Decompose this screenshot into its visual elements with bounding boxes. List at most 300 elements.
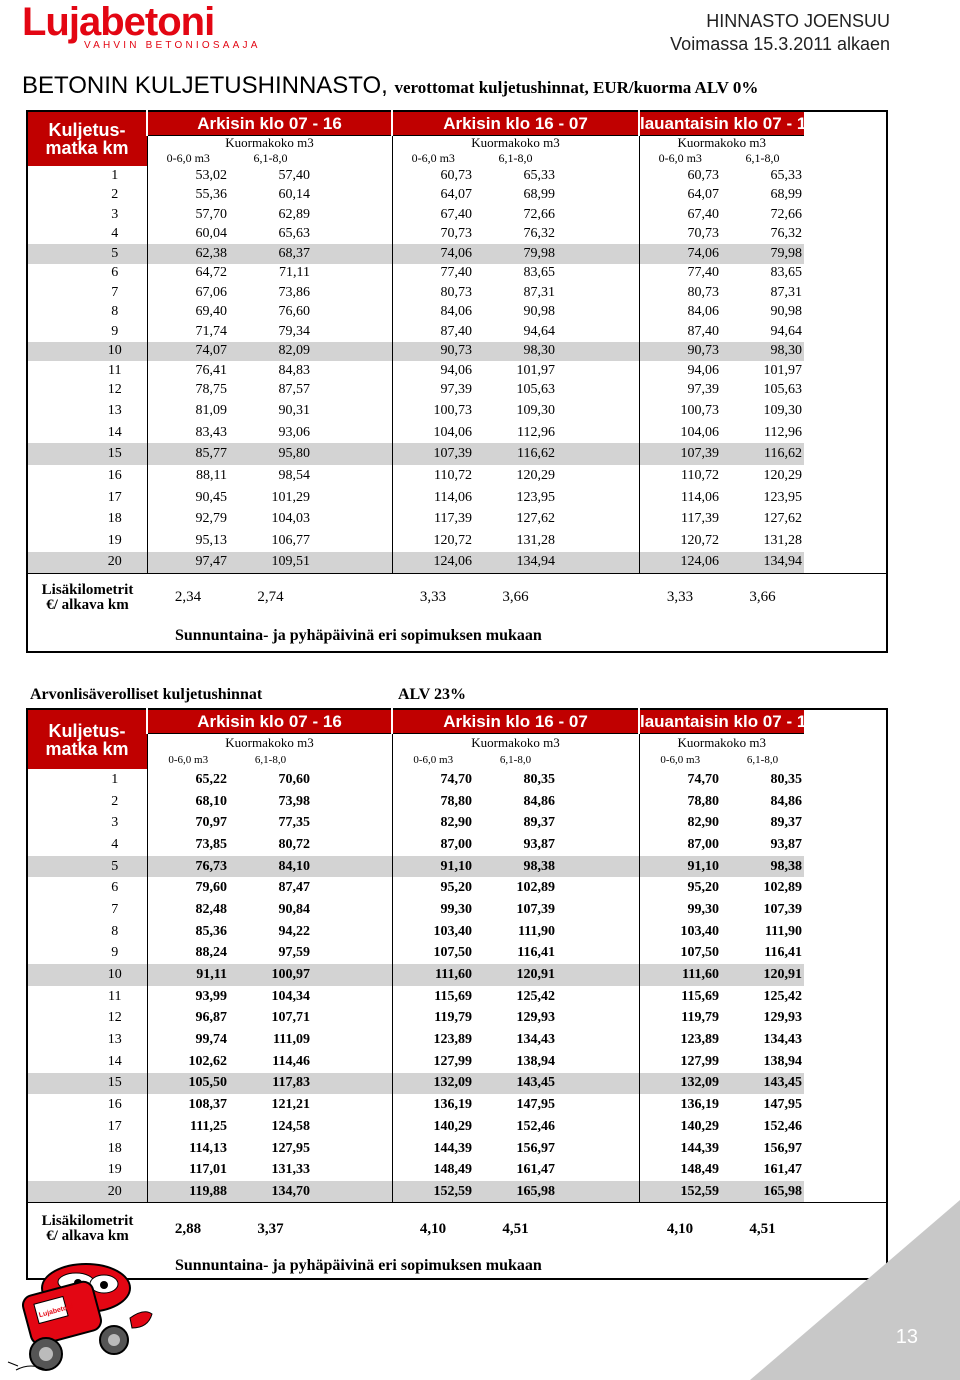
spacer-cell	[557, 943, 639, 965]
spacer-cell	[27, 622, 147, 652]
spacer-cell	[557, 487, 639, 509]
price-cell: 109,30	[763, 402, 802, 418]
table-row	[27, 264, 887, 284]
spacer-cell	[804, 986, 887, 1008]
extra-km-price: 2,74	[229, 574, 312, 622]
spacer-cell	[557, 342, 639, 362]
price-cell: 147,95	[763, 1097, 802, 1113]
spacer-cell	[557, 205, 639, 225]
price-cell: 83,43	[147, 422, 229, 444]
price-cell: 129,93	[516, 1010, 555, 1026]
price-cell: 131,28	[763, 532, 802, 548]
price-cell: 117,39	[392, 508, 474, 530]
spacer-cell	[804, 1029, 887, 1051]
spacer-cell	[312, 283, 392, 303]
price-cell: 82,90	[639, 812, 721, 834]
price-cell: 72,66	[523, 206, 555, 222]
price-cell: 65,22	[147, 769, 229, 791]
distance-column-header	[27, 111, 147, 166]
page-title-main: BETONIN KULJETUSHINNASTO,	[22, 72, 395, 99]
price-cell: 125,42	[516, 988, 555, 1004]
price-cell: 91,11	[147, 964, 229, 986]
price-cell: 93,06	[278, 424, 310, 440]
spacer-cell	[557, 422, 639, 444]
spacer-cell	[804, 465, 887, 487]
distance-km-cell: 11	[108, 988, 122, 1004]
price-cell: 156,97	[763, 1140, 802, 1156]
spacer-cell	[557, 400, 639, 422]
distance-km-cell: 3	[111, 815, 119, 831]
spacer-cell	[557, 986, 639, 1008]
price-cell: 77,35	[278, 815, 310, 831]
price-cell: 88,24	[147, 943, 229, 965]
distance-km-cell: 13	[107, 1032, 122, 1048]
table-row	[27, 400, 887, 422]
distance-km-cell: 15	[27, 1073, 147, 1095]
price-cell: 79,98	[474, 244, 557, 264]
price-cell: 74,70	[392, 769, 474, 791]
price-cell: 79,98	[721, 244, 804, 264]
price-cell: 72,66	[770, 206, 802, 222]
table-row	[27, 443, 887, 465]
price-cell: 67,40	[392, 205, 474, 225]
spacer-cell	[312, 1138, 392, 1160]
price-cell: 93,87	[770, 836, 802, 852]
spacer-cell	[312, 465, 392, 487]
spacer-cell	[312, 166, 392, 186]
spacer-cell	[312, 530, 392, 552]
price-cell: 131,28	[516, 532, 555, 548]
price-cell: 98,38	[474, 856, 557, 878]
table-row	[27, 1116, 887, 1138]
price-cell: 94,06	[392, 361, 474, 381]
spacer-cell	[804, 443, 887, 465]
spacer-cell	[804, 149, 887, 166]
table-row	[27, 877, 887, 899]
table-row	[27, 342, 887, 362]
size-range-header: 0-6,0 m3	[639, 751, 721, 769]
distance-km-cell: 20	[27, 1181, 147, 1203]
distance-km-cell: 17	[107, 489, 122, 505]
price-cell: 95,20	[392, 877, 474, 899]
price-cell: 90,98	[770, 304, 802, 320]
price-cell: 94,64	[770, 323, 802, 339]
price-cell: 124,06	[392, 552, 474, 574]
size-range-header: 0-6,0 m3	[392, 751, 474, 769]
size-range-header: 0-6,0 m3	[639, 149, 721, 166]
price-cell: 87,00	[392, 834, 474, 856]
spacer-cell	[312, 751, 392, 769]
spacer-cell	[312, 264, 392, 284]
price-cell: 77,40	[392, 264, 474, 284]
distance-km-cell: 1	[111, 167, 119, 183]
spacer-cell	[557, 149, 639, 166]
spacer-cell	[557, 921, 639, 943]
price-cell: 92,79	[147, 508, 229, 530]
price-cell: 99,74	[147, 1029, 229, 1051]
header-title: HINNASTO JOENSUU	[706, 11, 890, 31]
price-table-vat0	[26, 110, 888, 653]
price-cell: 89,37	[770, 815, 802, 831]
spacer-cell	[557, 443, 639, 465]
price-cell: 123,95	[763, 489, 802, 505]
period-header: Arkisin klo 07 - 16	[147, 709, 392, 733]
spacer-cell	[804, 530, 887, 552]
spacer-cell	[804, 552, 887, 574]
spacer-cell	[804, 1073, 887, 1095]
spacer-cell	[557, 283, 639, 303]
table-row	[27, 186, 887, 206]
spacer-cell	[804, 1008, 887, 1030]
price-cell: 120,29	[516, 467, 555, 483]
spacer-cell	[312, 921, 392, 943]
vat-rate-label: ALV 23%	[398, 686, 467, 703]
spacer-cell	[312, 964, 392, 986]
distance-km-cell: 2	[111, 793, 119, 809]
spacer-cell	[557, 877, 639, 899]
spacer-cell	[312, 1008, 392, 1030]
lujabetoni-logo	[22, 0, 261, 52]
distance-km-cell: 20	[27, 552, 147, 574]
distance-km-cell: 8	[111, 923, 119, 939]
price-cell: 83,65	[770, 265, 802, 281]
spacer-cell	[312, 769, 392, 791]
table-row	[27, 943, 887, 965]
price-cell: 84,06	[392, 303, 474, 323]
spacer-cell	[557, 244, 639, 264]
spacer-cell	[312, 1203, 392, 1255]
price-cell: 124,06	[639, 552, 721, 574]
price-cell: 110,72	[639, 465, 721, 487]
price-cell: 73,98	[278, 793, 310, 809]
price-cell: 84,86	[770, 793, 802, 809]
price-cell: 65,63	[278, 226, 310, 242]
distance-km-cell: 19	[107, 532, 122, 548]
spacer-cell	[804, 322, 887, 342]
table-row	[27, 166, 887, 186]
spacer-cell	[557, 322, 639, 342]
price-cell: 144,39	[392, 1138, 474, 1160]
size-range-header: 6,1-8,0	[498, 150, 533, 165]
price-cell: 108,37	[147, 1094, 229, 1116]
price-cell: 121,21	[271, 1097, 310, 1113]
spacer-cell	[557, 1138, 639, 1160]
price-cell: 127,99	[392, 1051, 474, 1073]
table-row	[27, 381, 887, 401]
price-cell: 87,00	[639, 834, 721, 856]
spacer-cell	[557, 552, 639, 574]
spacer-cell	[804, 574, 887, 622]
load-size-header: Kuormakoko m3	[639, 135, 804, 149]
price-cell: 134,94	[721, 552, 804, 574]
price-cell: 88,11	[147, 465, 229, 487]
spacer-cell	[557, 1008, 639, 1030]
price-cell: 89,37	[523, 815, 555, 831]
distance-km-cell: 14	[107, 424, 122, 440]
price-cell: 112,96	[764, 424, 802, 440]
spacer-cell	[557, 574, 639, 622]
logo-wordmark: Lujabetoni	[22, 0, 215, 44]
price-cell: 123,95	[516, 489, 555, 505]
page-title	[22, 72, 758, 100]
spacer-cell	[312, 574, 392, 622]
price-cell: 76,32	[770, 226, 802, 242]
distance-km-cell: 9	[111, 945, 119, 961]
price-cell: 107,50	[639, 943, 721, 965]
price-cell: 64,07	[639, 186, 721, 206]
price-cell: 80,35	[770, 771, 802, 787]
spacer-cell	[312, 1029, 392, 1051]
price-cell: 107,50	[392, 943, 474, 965]
price-cell: 84,86	[523, 793, 555, 809]
price-cell: 84,06	[639, 303, 721, 323]
price-cell: 80,73	[392, 283, 474, 303]
price-cell: 112,96	[517, 424, 555, 440]
price-cell: 114,06	[392, 487, 474, 509]
price-cell: 71,11	[279, 265, 310, 281]
price-cell: 104,06	[639, 422, 721, 444]
price-cell: 120,91	[474, 964, 557, 986]
table-row	[27, 986, 887, 1008]
price-cell: 64,07	[392, 186, 474, 206]
price-cell: 98,54	[278, 467, 310, 483]
price-cell: 119,79	[392, 1008, 474, 1030]
price-cell: 148,49	[639, 1159, 721, 1181]
table-row	[27, 1138, 887, 1160]
page-number: 13	[895, 1326, 918, 1348]
distance-km-cell: 10	[27, 964, 147, 986]
price-cell: 127,95	[271, 1140, 310, 1156]
price-cell: 117,39	[639, 508, 721, 530]
price-cell: 104,06	[392, 422, 474, 444]
price-cell: 91,10	[392, 856, 474, 878]
table-row	[27, 834, 887, 856]
distance-km-cell: 16	[107, 467, 122, 483]
spacer-cell	[557, 508, 639, 530]
price-cell: 90,73	[392, 342, 474, 362]
price-cell: 87,31	[523, 284, 555, 300]
price-cell: 136,19	[639, 1094, 721, 1116]
price-cell: 102,89	[763, 880, 802, 896]
price-cell: 79,34	[278, 323, 310, 339]
price-cell: 114,46	[272, 1053, 310, 1069]
spacer-cell	[804, 856, 887, 878]
period-header: lauantaisin klo 07 - 16	[639, 709, 804, 733]
spacer-cell	[557, 751, 639, 769]
price-cell: 87,31	[770, 284, 802, 300]
distance-km-cell: 8	[111, 304, 119, 320]
size-range-header: 6,1-8,0	[746, 753, 779, 766]
spacer-cell	[804, 1159, 887, 1181]
extra-km-label	[27, 1203, 147, 1255]
price-cell: 140,29	[639, 1116, 721, 1138]
price-cell: 57,70	[147, 205, 229, 225]
table-row	[27, 205, 887, 225]
price-cell: 80,35	[523, 771, 555, 787]
table-row	[27, 283, 887, 303]
spacer-cell	[557, 166, 639, 186]
distance-km-cell: 5	[27, 244, 147, 264]
spacer-cell	[804, 1138, 887, 1160]
spacer-cell	[312, 422, 392, 444]
price-cell: 123,89	[392, 1029, 474, 1051]
price-cell: 117,01	[147, 1159, 229, 1181]
spacer-cell	[557, 899, 639, 921]
price-cell: 79,60	[147, 877, 229, 899]
price-cell: 68,10	[147, 791, 229, 813]
table-row	[27, 552, 887, 574]
price-cell: 127,62	[763, 511, 802, 527]
spacer-cell	[557, 1203, 639, 1255]
price-cell: 97,39	[392, 381, 474, 401]
price-cell: 147,95	[516, 1097, 555, 1113]
price-cell: 144,39	[639, 1138, 721, 1160]
spacer-cell	[557, 1029, 639, 1051]
spacer-cell	[312, 899, 392, 921]
price-cell: 96,87	[147, 1008, 229, 1030]
price-cell: 134,43	[763, 1032, 802, 1048]
spacer-cell	[312, 1073, 392, 1095]
header-valid-date: Voimassa 15.3.2011 alkaen	[670, 34, 890, 54]
table-row	[27, 899, 887, 921]
price-cell: 152,59	[639, 1181, 721, 1203]
spacer-cell	[312, 552, 392, 574]
price-cell: 116,62	[474, 443, 557, 465]
spacer-cell	[312, 986, 392, 1008]
distance-header-line1: Kuljetus-	[48, 120, 126, 140]
spacer-cell	[557, 530, 639, 552]
price-cell: 148,49	[392, 1159, 474, 1181]
price-cell: 87,47	[278, 880, 310, 896]
spacer-cell	[557, 1116, 639, 1138]
period-header: Arkisin klo 16 - 07	[392, 111, 639, 135]
spacer-cell	[312, 342, 392, 362]
price-cell: 82,48	[147, 899, 229, 921]
distance-km-cell: 3	[111, 206, 119, 222]
spacer-cell	[804, 186, 887, 206]
price-cell: 120,91	[721, 964, 804, 986]
distance-km-cell: 6	[111, 265, 119, 281]
spacer-cell	[312, 1159, 392, 1181]
page-title-sub: verottomat kuljetushinnat, EUR/kuorma ALV 0%	[394, 78, 759, 97]
price-cell: 143,45	[474, 1073, 557, 1095]
table-row	[27, 812, 887, 834]
table-row	[27, 487, 887, 509]
spacer-cell	[557, 264, 639, 284]
price-cell: 134,94	[474, 552, 557, 574]
spacer-cell	[312, 225, 392, 245]
price-cell: 98,30	[721, 342, 804, 362]
spacer-cell	[312, 1094, 392, 1116]
spacer-cell	[557, 1159, 639, 1181]
price-cell: 165,98	[474, 1181, 557, 1203]
price-cell: 95,80	[229, 443, 312, 465]
price-cell: 124,58	[271, 1118, 310, 1134]
price-cell: 57,40	[278, 167, 310, 183]
spacer-cell	[804, 422, 887, 444]
load-size-header: Kuormakoko m3	[147, 135, 392, 149]
price-cell: 97,39	[639, 381, 721, 401]
mascot-mixer-truck-image	[6, 1258, 156, 1380]
price-cell: 67,06	[147, 283, 229, 303]
spacer-cell	[312, 812, 392, 834]
distance-column-header	[27, 709, 147, 769]
price-cell: 62,89	[278, 206, 310, 222]
price-cell: 62,38	[147, 244, 229, 264]
table-row	[27, 1159, 887, 1181]
price-cell: 100,73	[392, 400, 474, 422]
spacer-cell	[804, 812, 887, 834]
spacer-cell	[312, 508, 392, 530]
price-cell: 70,60	[278, 771, 310, 787]
price-cell: 120,29	[763, 467, 802, 483]
price-cell: 106,77	[271, 532, 310, 548]
extra-km-price: 4,51	[474, 1203, 557, 1255]
table-row	[27, 1094, 887, 1116]
svg-text:Lujabetoni: Lujabetoni	[38, 1303, 75, 1320]
spacer-cell	[804, 964, 887, 986]
price-cell: 84,83	[278, 362, 310, 378]
price-cell: 136,19	[392, 1094, 474, 1116]
price-cell: 114,13	[147, 1138, 229, 1160]
price-cell: 119,88	[147, 1181, 229, 1203]
price-cell: 109,51	[229, 552, 312, 574]
table-row	[27, 791, 887, 813]
spacer-cell	[804, 303, 887, 323]
price-cell: 78,75	[147, 381, 229, 401]
table-row	[27, 322, 887, 342]
distance-km-cell: 16	[107, 1097, 122, 1113]
price-cell: 60,14	[278, 187, 310, 203]
price-cell: 134,43	[516, 1032, 555, 1048]
spacer-cell	[804, 943, 887, 965]
table-row	[27, 769, 887, 791]
spacer-cell	[557, 791, 639, 813]
price-cell: 64,72	[147, 264, 229, 284]
price-cell: 98,38	[721, 856, 804, 878]
table-row	[27, 530, 887, 552]
price-cell: 82,90	[392, 812, 474, 834]
table-row	[27, 225, 887, 245]
price-cell: 82,09	[229, 342, 312, 362]
price-cell: 68,99	[523, 187, 555, 203]
size-range-header: 6,1-8,0	[254, 753, 287, 766]
price-cell: 102,62	[147, 1051, 229, 1073]
distance-km-cell: 7	[111, 901, 119, 917]
distance-km-cell: 17	[107, 1118, 122, 1134]
spacer-cell	[312, 943, 392, 965]
price-cell: 87,40	[392, 322, 474, 342]
price-cell: 74,06	[392, 244, 474, 264]
price-cell: 116,62	[721, 443, 804, 465]
distance-km-cell: 11	[108, 362, 122, 378]
table-row	[27, 361, 887, 381]
price-cell: 91,10	[639, 856, 721, 878]
spacer-cell	[804, 244, 887, 264]
spacer-cell	[804, 166, 887, 186]
distance-km-cell: 18	[107, 1140, 122, 1156]
spacer-cell	[312, 487, 392, 509]
spacer-cell	[804, 1051, 887, 1073]
spacer-cell	[312, 186, 392, 206]
price-cell: 67,40	[639, 205, 721, 225]
price-cell: 156,97	[516, 1140, 555, 1156]
table-row	[27, 1073, 887, 1095]
size-range-header: 0-6,0 m3	[392, 149, 474, 166]
price-cell: 60,73	[392, 166, 474, 186]
price-cell: 152,59	[392, 1181, 474, 1203]
price-cell: 76,73	[147, 856, 229, 878]
